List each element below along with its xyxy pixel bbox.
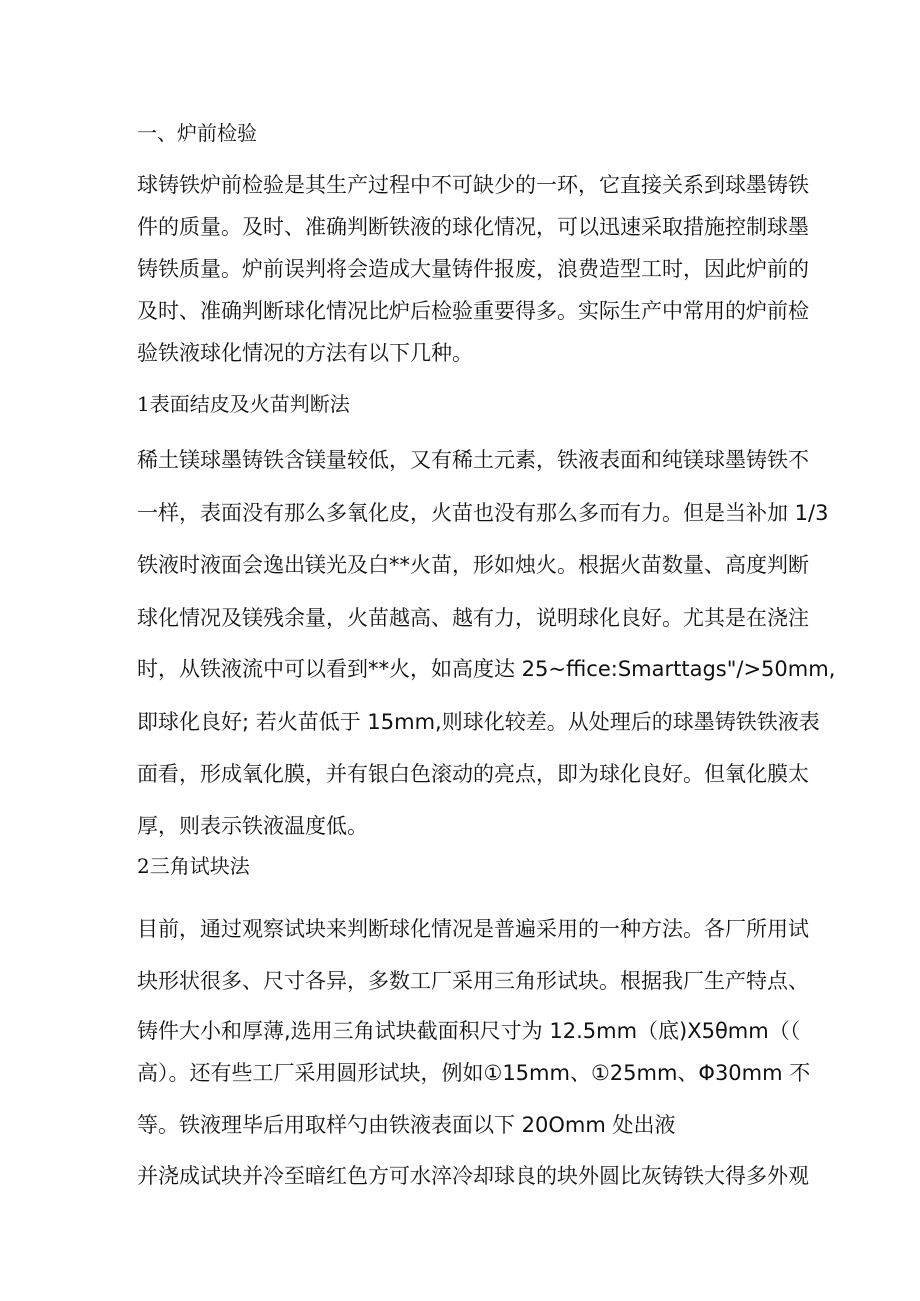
paragraph-line: 球化情况及镁残余量，火苗越高、越有力，说明球化良好。尤其是在浇注	[137, 606, 809, 630]
paragraph-line: 高）。还有些工厂采用圆形试块，例如①15mm、①25mm、Φ30mm 不	[137, 1061, 811, 1085]
paragraph-line: 时，从铁液流中可以看到**火，如高度达 25~ffice:Smarttags"/>50mm,	[137, 657, 836, 681]
paragraph-line: 球铸铁炉前检验是其生产过程中不可缺少的一环，它直接关系到球墨铸铁	[137, 173, 809, 197]
section-title: 一、炉前检验	[137, 121, 257, 145]
paragraph-line: 铸件大小和厚薄,选用三角试块截面积尺寸为 12.5mm（底)X5θmm（（	[137, 1019, 801, 1043]
paragraph-line: 面看，形成氧化膜，并有银白色滚动的亮点，即为球化良好。但氧化膜太	[137, 762, 809, 786]
paragraph-line: 稀土镁球墨铸铁含镁量较低，又有稀土元素，铁液表面和纯镁球墨铸铁不	[137, 448, 809, 472]
paragraph-line: 及时、准确判断球化情况比炉后检验重要得多。实际生产中常用的炉前检	[137, 299, 809, 323]
paragraph-line: 即球化良好; 若火苗低于 15mm,则球化较差。从处理后的球墨铸铁铁液表	[137, 710, 820, 734]
paragraph-line: 件的质量。及时、准确判断铁液的球化情况，可以迅速采取措施控制球墨	[137, 215, 809, 239]
paragraph-line: 等。铁液理毕后用取样勺由铁液表面以下 20Omm 处出液	[137, 1113, 676, 1137]
paragraph-line: 铸铁质量。炉前误判将会造成大量铸件报废，浪费造型工时，因此炉前的	[137, 257, 809, 281]
paragraph-line: 厚，则表示铁液温度低。	[137, 814, 368, 838]
method1-title: 1表面结皮及火苗判断法	[137, 392, 350, 416]
paragraph-line: 并浇成试块并冷至暗红色方可水淬冷却球良的块外圆比灰铸铁大得多外观	[137, 1164, 809, 1188]
method2-title: 2三角试块法	[137, 854, 250, 878]
paragraph-line: 块形状很多、尺寸各异，多数工厂采用三角形试块。根据我厂生产特点、	[137, 969, 809, 993]
paragraph-line: 一样，表面没有那么多氧化皮，火苗也没有那么多而有力。但是当补加 1/3	[137, 501, 829, 525]
paragraph-line: 铁液时液面会逸出镁光及白**火苗，形如烛火。根据火苗数量、高度判断	[137, 553, 809, 577]
paragraph-line: 目前，通过观察试块来判断球化情况是普遍采用的一种方法。各厂所用试	[137, 917, 809, 941]
paragraph-line: 验铁液球化情况的方法有以下几种。	[137, 341, 473, 365]
